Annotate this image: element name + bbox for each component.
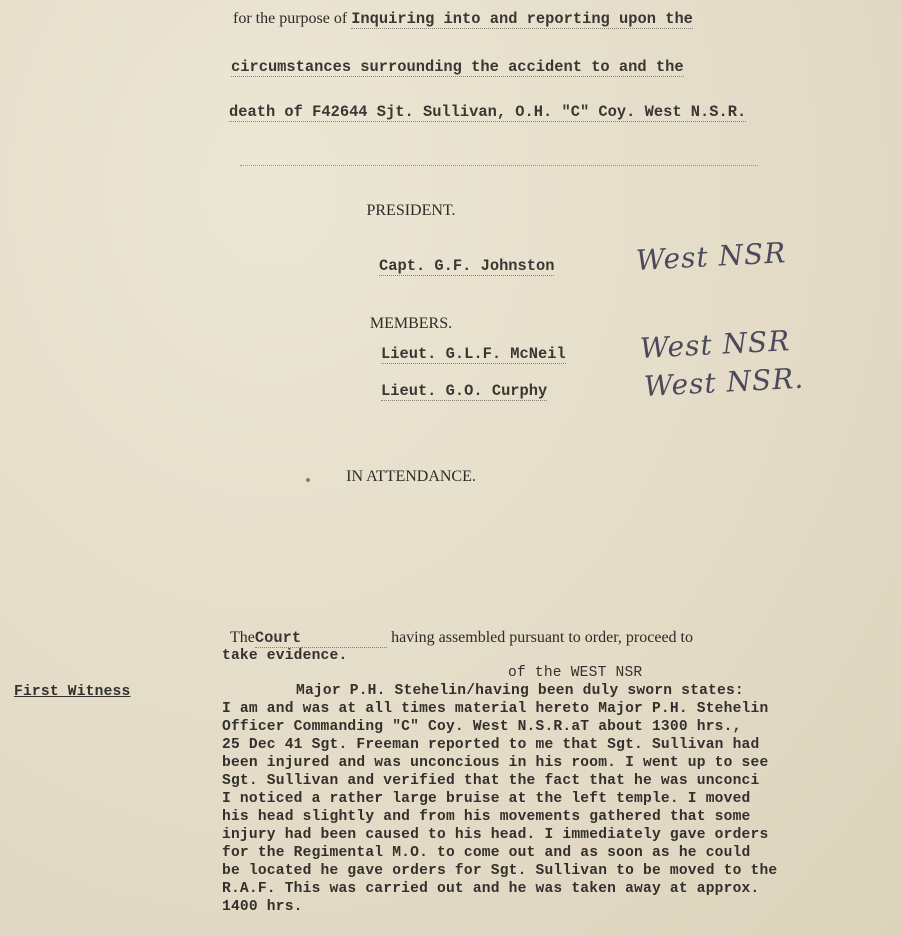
statement-line: for the Regimental M.O. to come out and as soon as he could bbox=[222, 845, 751, 861]
president-signature: West NSR bbox=[635, 236, 788, 277]
purpose-prefix: for the purpose of bbox=[233, 10, 348, 27]
witness-heading: First Witness bbox=[14, 684, 131, 700]
statement-line: Sgt. Sullivan and verified that the fact that he was unconci bbox=[222, 773, 760, 789]
purpose-text-1: Inquiring into and reporting upon the bbox=[351, 10, 693, 28]
member-signature-2: West NSR. bbox=[643, 361, 805, 403]
member-signature-1: West NSR bbox=[639, 324, 792, 365]
president-name: Capt. G.F. Johnston bbox=[379, 257, 555, 275]
statement-line: 25 Dec 41 Sgt. Freeman reported to me that Sgt. Sullivan had bbox=[222, 737, 760, 753]
witness-insert: of the WEST NSR bbox=[508, 665, 643, 681]
statement-line: Officer Commanding "C" Coy. West N.S.R.aT about 1300 hrs., bbox=[222, 719, 742, 735]
statement-line: injury had been caused to his head. I immediately gave orders bbox=[222, 827, 769, 843]
statement-line: I noticed a rather large bruise at the left temple. I moved bbox=[222, 791, 751, 807]
court-typed-word: Court bbox=[254, 629, 302, 647]
statement-line: his head slightly and from his movements gathered that some bbox=[222, 809, 751, 825]
court-line-2: take evidence. bbox=[222, 648, 348, 664]
statement-line: Major P.H. Stehelin/having been duly sworn states: bbox=[296, 683, 744, 699]
president-heading: PRESIDENT. bbox=[366, 202, 456, 219]
statement-line: I am and was at all times material hereto Major P.H. Stehelin bbox=[222, 701, 769, 717]
statement-line: been injured and was unconcious in his room. I went up to see bbox=[222, 755, 769, 771]
attendance-heading: IN ATTENDANCE. bbox=[346, 468, 476, 485]
court-prefix: The bbox=[230, 629, 255, 646]
court-blank bbox=[301, 629, 387, 648]
paper-speck bbox=[306, 478, 310, 482]
purpose-text-3: death of F42644 Sjt. Sullivan, O.H. "C" Coy. West N.S.R. bbox=[229, 103, 747, 121]
divider-rule bbox=[240, 165, 758, 166]
statement-line: R.A.F. This was carried out and he was taken away at approx. bbox=[222, 881, 760, 897]
member-name-1: Lieut. G.L.F. McNeil bbox=[381, 345, 566, 363]
members-heading: MEMBERS. bbox=[369, 315, 453, 332]
statement-line: be located he gave orders for Sgt. Sullivan to be moved to the bbox=[222, 863, 778, 879]
statement-line: 1400 hrs. bbox=[222, 899, 303, 915]
purpose-text-2: circumstances surrounding the accident to and the bbox=[231, 58, 684, 76]
court-suffix: having assembled pursuant to order, proceed to bbox=[391, 629, 693, 646]
purpose-line-1 bbox=[233, 10, 693, 28]
court-line bbox=[230, 629, 693, 648]
member-name-2: Lieut. G.O. Curphy bbox=[381, 382, 548, 400]
